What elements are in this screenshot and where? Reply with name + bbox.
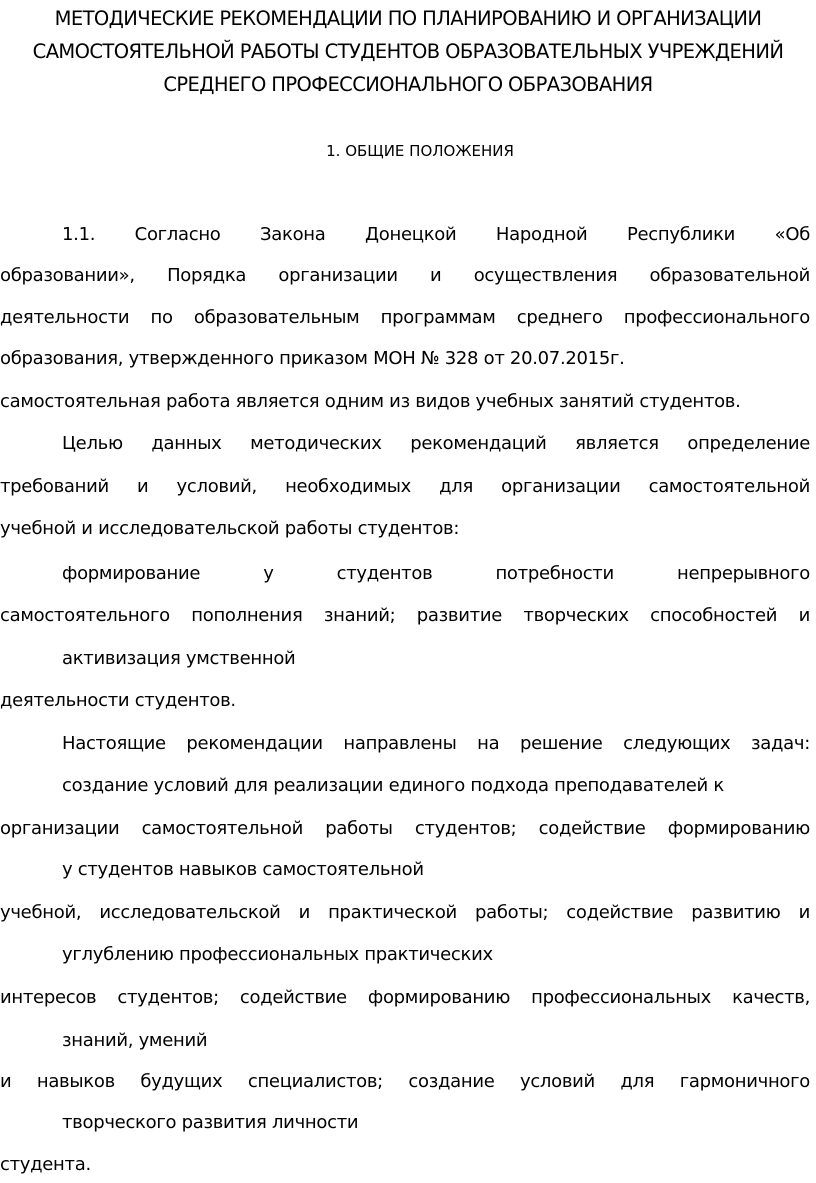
body-line-2: образовании», Порядка организации и осуществления образовательной [0,265,810,286]
body-line-23: студента. [0,1154,91,1175]
body-line-1: 1.1. Согласно Закона Донецкой Народной Республики «Об [62,224,810,245]
body-line-19: интересов студентов; содействие формированию профессиональных качеств, [0,987,810,1008]
section-heading: 1. ОБЩИЕ ПОЛОЖЕНИЯ [326,142,514,160]
body-line-20: знаний, умений [62,1030,208,1051]
body-line-21: и навыков будущих специалистов; создание условий для гармоничного [0,1071,810,1092]
body-line-13: Настоящие рекомендации направлены на решение следующих задач: [62,733,810,754]
title-line-1: МЕТОДИЧЕСКИЕ РЕКОМЕНДАЦИИ ПО ПЛАНИРОВАНИЮ И ОРГАНИЗАЦИИ [54,7,762,30]
body-line-8: учебной и исследовательской работы студентов: [0,518,460,539]
body-line-14: создание условий для реализации единого подхода преподавателей к [62,775,724,796]
body-line-11: активизация умственной [62,648,296,669]
body-line-3: деятельности по образовательным программам среднего профессионального [0,307,810,328]
body-line-6: Целью данных методических рекомендаций является определение [62,433,810,454]
body-line-15: организации самостоятельной работы студентов; содействие формированию [0,818,810,839]
document-title [0,2,816,101]
body-line-12: деятельности студентов. [0,690,236,711]
body-line-18: углублению профессиональных практических [62,944,493,965]
body-line-17: учебной, исследовательской и практической работы; содействие развитию и [0,902,810,923]
body-line-16: у студентов навыков самостоятельной [62,859,424,880]
title-line-3: СРЕДНЕГО ПРОФЕССИОНАЛЬНОГО ОБРАЗОВАНИЯ [163,73,653,96]
body-line-4: образования, утвержденного приказом МОН № 328 от 20.07.2015г. [0,348,625,369]
body-line-5: самостоятельная работа является одним из видов учебных занятий студентов. [0,391,741,412]
body-line-9: формирование у студентов потребности непрерывного [62,563,810,584]
body-line-22: творческого развития личности [62,1112,359,1133]
title-line-2: САМОСТОЯТЕЛЬНОЙ РАБОТЫ СТУДЕНТОВ ОБРАЗОВАТЕЛЬНЫХ УЧРЕЖДЕНИЙ [32,40,784,63]
body-line-10: самостоятельного пополнения знаний; развитие творческих способностей и [0,605,810,626]
body-line-7: требований и условий, необходимых для организации самостоятельной [0,476,810,497]
